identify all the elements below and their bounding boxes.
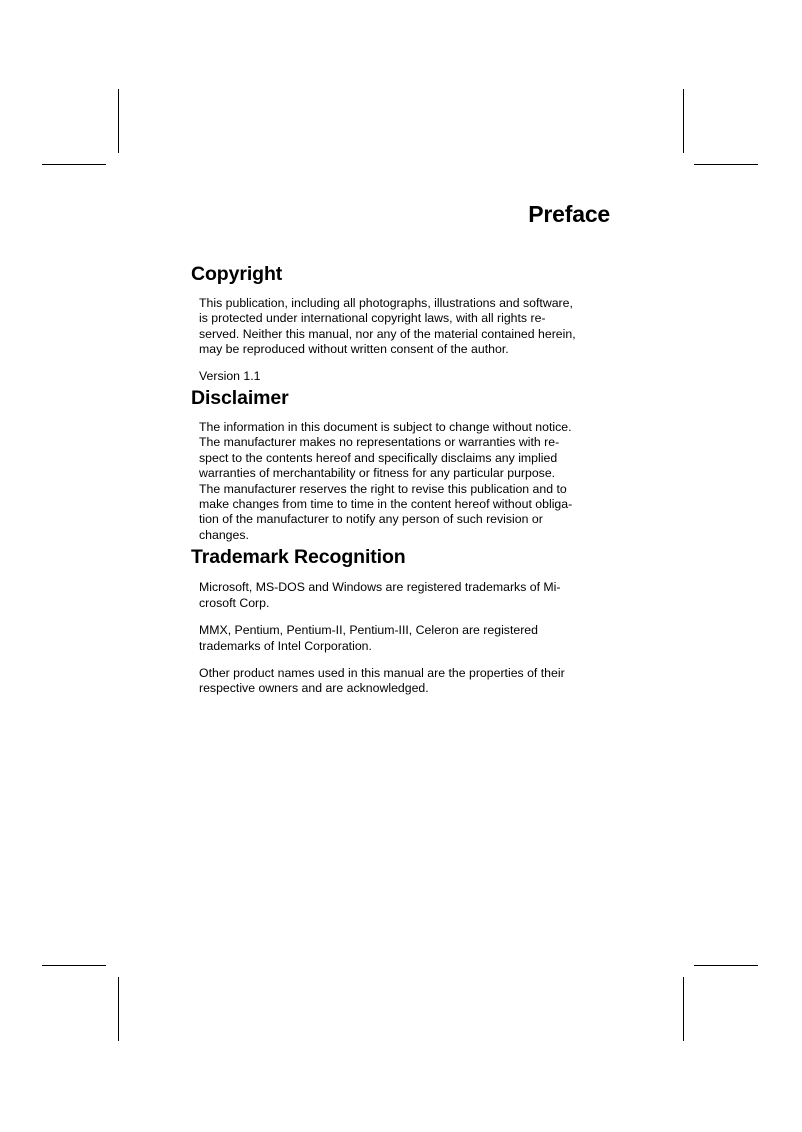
trademark-line: respective owners and are acknowledged. <box>199 681 429 696</box>
trademark-line: trademarks of Intel Corporation. <box>199 638 372 653</box>
copyright-body <box>191 296 611 384</box>
disclaimer-line: changes. <box>199 527 249 542</box>
crop-mark-bottom-right-horizontal <box>694 965 758 966</box>
trademark-line: Other product names used in this manual are the properties of their <box>199 665 565 680</box>
copyright-line: served. Neither this manual, nor any of the material contained herein, <box>199 326 576 341</box>
trademark-heading: Trademark Recognition <box>191 546 406 569</box>
disclaimer-line: make changes from time to time in the content hereof without obliga- <box>199 497 573 512</box>
trademark-line: Microsoft, MS-DOS and Windows are registered trademarks of Mi- <box>199 580 561 595</box>
copyright-line: may be reproduced without written consent of the author. <box>199 342 509 357</box>
disclaimer-heading: Disclaimer <box>191 387 289 410</box>
disclaimer-line: The information in this document is subject to change without notice. <box>199 420 572 435</box>
page-content <box>191 262 611 697</box>
trademark-section <box>191 545 611 696</box>
crop-mark-top-left-vertical <box>118 89 119 153</box>
disclaimer-line: The manufacturer makes no representations or warranties with re- <box>199 435 560 450</box>
crop-mark-bottom-left-vertical <box>118 977 119 1041</box>
disclaimer-line: warranties of merchantability or fitness for any particular purpose. <box>199 466 556 481</box>
copyright-line: is protected under international copyright laws, with all rights re- <box>199 311 546 326</box>
trademark-paragraph-other <box>199 666 611 697</box>
crop-mark-top-right-horizontal <box>694 164 758 165</box>
trademark-line: crosoft Corp. <box>199 595 270 610</box>
copyright-section <box>191 262 611 384</box>
version-text: Version 1.1 <box>199 368 261 383</box>
disclaimer-line: The manufacturer reserves the right to revise this publication and to <box>199 481 567 496</box>
disclaimer-line: spect to the contents hereof and specifically disclaims any implied <box>199 450 558 465</box>
copyright-paragraph <box>199 296 611 358</box>
crop-mark-bottom-left-horizontal <box>42 965 106 966</box>
crop-mark-top-left-horizontal <box>42 164 106 165</box>
disclaimer-body <box>191 420 611 543</box>
crop-mark-bottom-right-vertical <box>683 977 684 1041</box>
disclaimer-section <box>191 386 611 543</box>
disclaimer-line: tion of the manufacturer to notify any person of such revision or <box>199 512 543 527</box>
crop-mark-top-right-vertical <box>683 89 684 153</box>
copyright-line: This publication, including all photographs, illustrations and software, <box>199 296 573 310</box>
copyright-heading: Copyright <box>191 263 283 285</box>
trademark-paragraph-microsoft <box>199 580 611 611</box>
disclaimer-paragraph <box>199 420 611 543</box>
trademark-body <box>191 580 611 696</box>
trademark-line: MMX, Pentium, Pentium-II, Pentium-III, Celeron are registered <box>199 623 538 638</box>
trademark-paragraph-intel <box>199 623 611 654</box>
page-title: Preface <box>528 201 610 227</box>
